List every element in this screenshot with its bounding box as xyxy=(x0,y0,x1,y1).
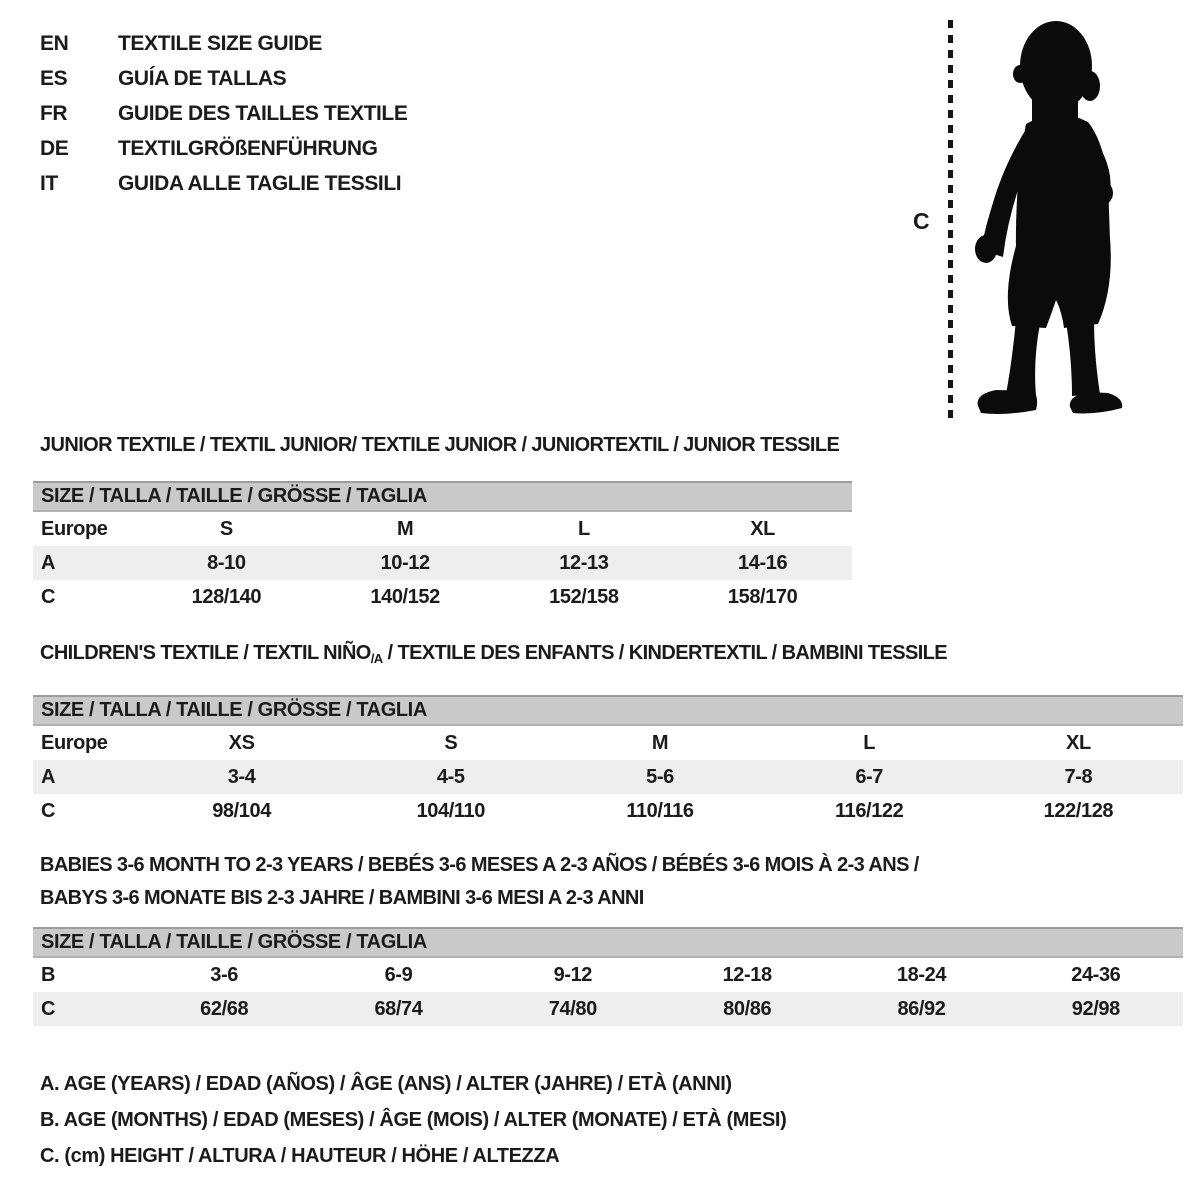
column-header: Europe xyxy=(41,731,108,754)
row-label: C xyxy=(41,997,56,1020)
table-cell: 86/92 xyxy=(897,997,946,1020)
babies-title-line2: BABYS 3-6 MONATE BIS 2-3 JAHRE / BAMBINI 3-6 MESI A 2-3 ANNI xyxy=(40,887,644,909)
table-row xyxy=(33,760,1183,794)
row-label: A xyxy=(41,551,56,574)
language-code: DE xyxy=(40,136,69,160)
children-section-title xyxy=(40,642,1183,670)
size-header-bar: SIZE / TALLA / TAILLE / GRÖSSE / TAGLIA xyxy=(33,695,1183,726)
size-header-bar: SIZE / TALLA / TAILLE / GRÖSSE / TAGLIA xyxy=(33,481,852,512)
children-section xyxy=(33,642,1183,828)
table-cell: 4-5 xyxy=(436,765,465,788)
children-title-text: CHILDREN'S TEXTILE / TEXTIL NIÑO xyxy=(40,642,371,664)
column-header: M xyxy=(396,517,414,540)
language-label: TEXTILGRÖßENFÜHRUNG xyxy=(118,136,378,160)
column-header: L xyxy=(863,731,876,754)
table-cell: 110/116 xyxy=(626,799,694,822)
column-header: S xyxy=(444,731,458,754)
table-row xyxy=(33,958,1183,992)
toddler-silhouette-icon xyxy=(968,14,1140,422)
column-header: L xyxy=(577,517,590,540)
language-label: GUIDA ALLE TAGLIE TESSILI xyxy=(118,171,402,195)
babies-title-line1: BABIES 3-6 MONTH TO 2-3 YEARS / BEBÉS 3-6 MESES A 2-3 AÑOS / BÉBÉS 3-6 MOIS À 2-3 ANS / xyxy=(40,854,919,876)
table-cell: 3-6 xyxy=(210,963,239,986)
language-label: GUIDE DES TAILLES TEXTILE xyxy=(118,101,408,125)
table-cell: 3-4 xyxy=(227,765,256,788)
table-cell: 98/104 xyxy=(212,799,271,822)
language-label: TEXTILE SIZE GUIDE xyxy=(118,31,322,55)
table-header-row xyxy=(33,512,852,546)
table-cell: 12-13 xyxy=(559,551,609,574)
table-row xyxy=(33,580,852,614)
table-cell: 128/140 xyxy=(191,585,262,608)
table-cell: 152/158 xyxy=(549,585,619,608)
language-code: ES xyxy=(40,66,68,90)
table-cell: 68/74 xyxy=(374,997,423,1020)
column-header: Europe xyxy=(41,517,108,540)
legend-line-age-years: A. AGE (YEARS) / EDAD (AÑOS) / ÂGE (ANS) / ALTER (JAHRE) / ETÀ (ANNI) xyxy=(40,1073,732,1095)
table-cell: 80/86 xyxy=(723,997,772,1020)
children-title-text: / TEXTILE DES ENFANTS / KINDERTEXTIL / BAMBINI TESSILE xyxy=(382,642,948,664)
column-header: M xyxy=(651,731,669,754)
height-measure-dashed-line xyxy=(948,20,953,420)
row-label: A xyxy=(41,765,56,788)
language-row xyxy=(40,96,407,131)
table-cell: 92/98 xyxy=(1071,997,1120,1020)
table-cell: 18-24 xyxy=(896,963,947,986)
table-cell: 5-6 xyxy=(646,765,674,788)
babies-section-title xyxy=(40,849,1183,915)
language-code: FR xyxy=(40,101,68,125)
column-header: XL xyxy=(750,517,775,540)
table-cell: 104/110 xyxy=(416,799,485,822)
table-cell: 122/128 xyxy=(1043,799,1114,822)
language-code: IT xyxy=(40,171,58,195)
language-row xyxy=(40,61,407,96)
height-measure-label: C xyxy=(913,208,930,234)
column-header: XL xyxy=(1066,731,1091,754)
table-cell: 6-7 xyxy=(855,765,884,788)
table-cell: 10-12 xyxy=(380,551,430,574)
language-row xyxy=(40,26,407,61)
children-title-subscript: /A xyxy=(370,651,383,666)
table-cell: 140/152 xyxy=(370,585,440,608)
legend-line-age-months: B. AGE (MONTHS) / EDAD (MESES) / ÂGE (MOIS) / ALTER (MONATE) / ETÀ (MESI) xyxy=(40,1109,787,1131)
table-cell: 12-18 xyxy=(722,963,772,986)
table-cell: 24-36 xyxy=(1071,963,1121,986)
language-label: GUÍA DE TALLAS xyxy=(118,66,287,90)
babies-table xyxy=(33,927,1183,1026)
table-row xyxy=(33,546,852,580)
children-table xyxy=(33,695,1183,828)
table-cell: 7-8 xyxy=(1064,765,1093,788)
table-cell: 158/170 xyxy=(727,585,798,608)
table-row xyxy=(33,992,1183,1026)
legend-line-height-cm: C. (cm) HEIGHT / ALTURA / HAUTEUR / HÖHE / ALTEZZA xyxy=(40,1145,560,1167)
table-row xyxy=(33,794,1183,828)
junior-table xyxy=(33,481,852,614)
table-cell: 74/80 xyxy=(548,997,597,1020)
size-header-bar: SIZE / TALLA / TAILLE / GRÖSSE / TAGLIA xyxy=(33,927,1183,958)
junior-section xyxy=(33,434,852,614)
language-row xyxy=(40,131,407,166)
table-header-row xyxy=(33,726,1183,760)
row-label: B xyxy=(41,963,56,986)
junior-section-title: JUNIOR TEXTILE / TEXTIL JUNIOR/ TEXTILE JUNIOR / JUNIORTEXTIL / JUNIOR TESSILE xyxy=(40,434,840,456)
table-cell: 8-10 xyxy=(207,551,246,574)
language-row xyxy=(40,166,407,201)
row-label: C xyxy=(41,585,56,608)
row-label: C xyxy=(41,799,56,822)
language-title-list xyxy=(40,26,407,201)
table-cell: 9-12 xyxy=(553,963,593,986)
measure-legend xyxy=(40,1066,786,1174)
language-code: EN xyxy=(40,31,69,55)
table-cell: 116/122 xyxy=(834,799,904,822)
column-header: XS xyxy=(228,731,255,754)
babies-section xyxy=(33,849,1183,1026)
table-cell: 14-16 xyxy=(738,551,788,574)
column-header: S xyxy=(219,517,233,540)
table-cell: 62/68 xyxy=(200,997,249,1020)
table-cell: 6-9 xyxy=(384,963,413,986)
